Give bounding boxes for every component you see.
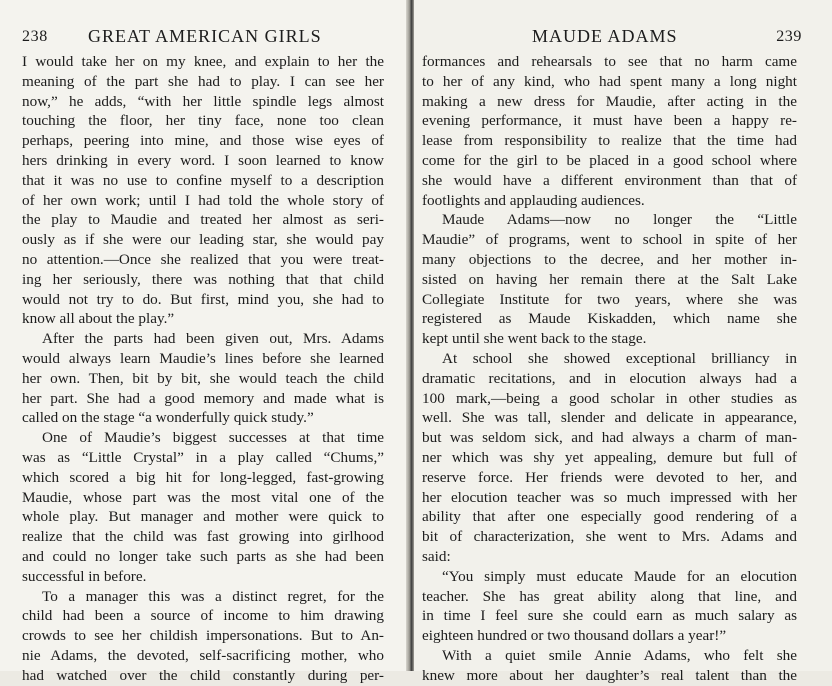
text-line: I would take her on my knee, and explain to her the bbox=[22, 53, 384, 70]
text-line: teacher. She has great ability along that line, and bbox=[422, 587, 797, 605]
text-line: knew more about her daughter’s real talent than the bbox=[422, 666, 797, 684]
text-line: formances and rehearsals to see that no harm came bbox=[422, 53, 797, 70]
text-line: now,” he adds, “with her little spindle legs almost bbox=[22, 92, 384, 110]
text-line: Collegiate Institute for two years, where she was bbox=[422, 290, 797, 308]
text-line: Maudie, whose part was the most vital one of the bbox=[22, 488, 384, 506]
left-running-head: GREAT AMERICAN GIRLS bbox=[88, 26, 322, 46]
text-line: registered as Maude Kiskadden, which name she bbox=[422, 310, 797, 328]
text-line: One of Maudie’s biggest successes at that time bbox=[42, 429, 384, 447]
text-line: perhaps, peering into mine, and those wise eyes of bbox=[22, 132, 384, 150]
text-line: Maude Adams—now no longer the “Little bbox=[442, 211, 797, 229]
left-page bbox=[0, 0, 408, 684]
text-line: said: bbox=[422, 547, 451, 565]
right-page-header bbox=[422, 26, 802, 50]
text-line: she would have a different environment than that of bbox=[422, 171, 797, 189]
text-line: lease from responsibility to realize that the time had bbox=[422, 132, 797, 150]
text-line: crowds to see her childish impersonations. But to An- bbox=[22, 627, 384, 645]
text-line: child had been a source of income to him drawing bbox=[22, 607, 384, 625]
text-line: sisted on having her remain there at the Salt Lake bbox=[422, 270, 797, 288]
text-line: had watched over the child constantly during per- bbox=[22, 666, 384, 684]
text-line: but was seldom sick, and had always a charm of man- bbox=[422, 429, 797, 447]
text-line: no attention.—Once she realized that you were treat- bbox=[22, 250, 384, 268]
text-line: her elocution teacher was so much impressed with her bbox=[422, 488, 797, 506]
text-line: To a manager this was a distinct regret, for the bbox=[42, 587, 384, 605]
text-line: At school she showed exceptional brilliancy in bbox=[442, 349, 797, 367]
text-line: ner which was shy yet appealing, demure but full of bbox=[422, 448, 797, 466]
left-page-header bbox=[22, 26, 384, 50]
text-line: ously as if she were our leading star, she would pay bbox=[22, 231, 384, 249]
text-line: meaning of the part she had to play. I can see her bbox=[22, 72, 384, 90]
text-line: With a quiet smile Annie Adams, who felt she bbox=[442, 646, 797, 664]
text-line: ing her seriously, there was nothing that that child bbox=[22, 270, 384, 288]
text-line: in time I feel sure she could earn as much salary as bbox=[422, 607, 797, 625]
text-line: would always learn Maudie’s lines before she learned bbox=[22, 349, 384, 367]
text-line: evening performance, it must have been a happy re- bbox=[422, 112, 797, 130]
right-running-head: MAUDE ADAMS bbox=[532, 26, 678, 46]
left-page-number: 238 bbox=[22, 28, 48, 45]
text-line: come for the girl to be placed in a good school where bbox=[422, 151, 797, 169]
text-line: ability that after one especially good rendering of a bbox=[422, 508, 797, 526]
text-line: successful in before. bbox=[22, 567, 147, 585]
text-line: hers drinking in every word. I soon learned to know bbox=[22, 151, 384, 169]
text-line: touching the floor, her tiny face, none too clean bbox=[22, 112, 384, 130]
text-line: called on the stage “a wonderfully quick study.” bbox=[22, 409, 314, 427]
text-line: nie Adams, the devoted, self-sacrificing mother, who bbox=[22, 646, 384, 664]
right-page bbox=[414, 0, 832, 684]
text-line: reserve force. Her friends were devoted to her, and bbox=[422, 468, 797, 486]
text-line: know all about the play.” bbox=[22, 310, 175, 328]
text-line: which scored a big hit for long-legged, fast-growing bbox=[22, 468, 384, 486]
text-line: her part. She had a good memory and made what is bbox=[22, 389, 384, 407]
text-line: realize that the child was fast growing into girlhood bbox=[22, 528, 384, 546]
right-page-number: 239 bbox=[776, 28, 802, 45]
text-line: the play to Maudie and treated her almost as seri- bbox=[22, 211, 384, 229]
text-line: Maudie” of programs, went to school in spite of her bbox=[422, 231, 797, 249]
text-line: and could no longer take such parts as she had been bbox=[22, 547, 384, 565]
text-line: dramatic recitations, and in elocution always had a bbox=[422, 369, 797, 387]
text-line: that it was no use to confine myself to a description bbox=[22, 171, 384, 189]
right-page-text bbox=[422, 52, 797, 686]
text-line: whole play. But manager and mother were quick to bbox=[22, 508, 384, 526]
text-line: well. She was tall, slender and delicate in appearance, bbox=[422, 409, 797, 427]
text-line: After the parts had been given out, Mrs. Adams bbox=[42, 330, 384, 348]
text-line: to her of any kind, who had spent many a long night bbox=[422, 72, 797, 90]
text-line: “You simply must educate Maude for an elocution bbox=[442, 567, 797, 585]
text-line: her own. Then, bit by bit, she would teach the child bbox=[22, 369, 384, 387]
text-line: footlights and applauding audiences. bbox=[422, 191, 645, 209]
text-line: would not try to do. But first, mind you, she had to bbox=[22, 290, 384, 308]
text-line: kept until she went back to the stage. bbox=[422, 330, 647, 348]
left-page-text bbox=[22, 52, 384, 686]
text-line: bit of characterization, she went to Mrs. Adams and bbox=[422, 528, 797, 546]
text-line: making a new dress for Maudie, after acting in the bbox=[422, 92, 797, 110]
text-line: many objections to the decree, and her mother in- bbox=[422, 250, 797, 268]
text-line: 100 mark,—being a good scholar in other studies as bbox=[422, 389, 797, 407]
text-line: of her own work; until I had told the whole story of bbox=[22, 191, 384, 209]
text-line: eighteen hundred or two thousand dollars a year!” bbox=[422, 627, 727, 645]
text-line: was as “Little Crystal” in a play called “Chums,” bbox=[22, 448, 384, 466]
